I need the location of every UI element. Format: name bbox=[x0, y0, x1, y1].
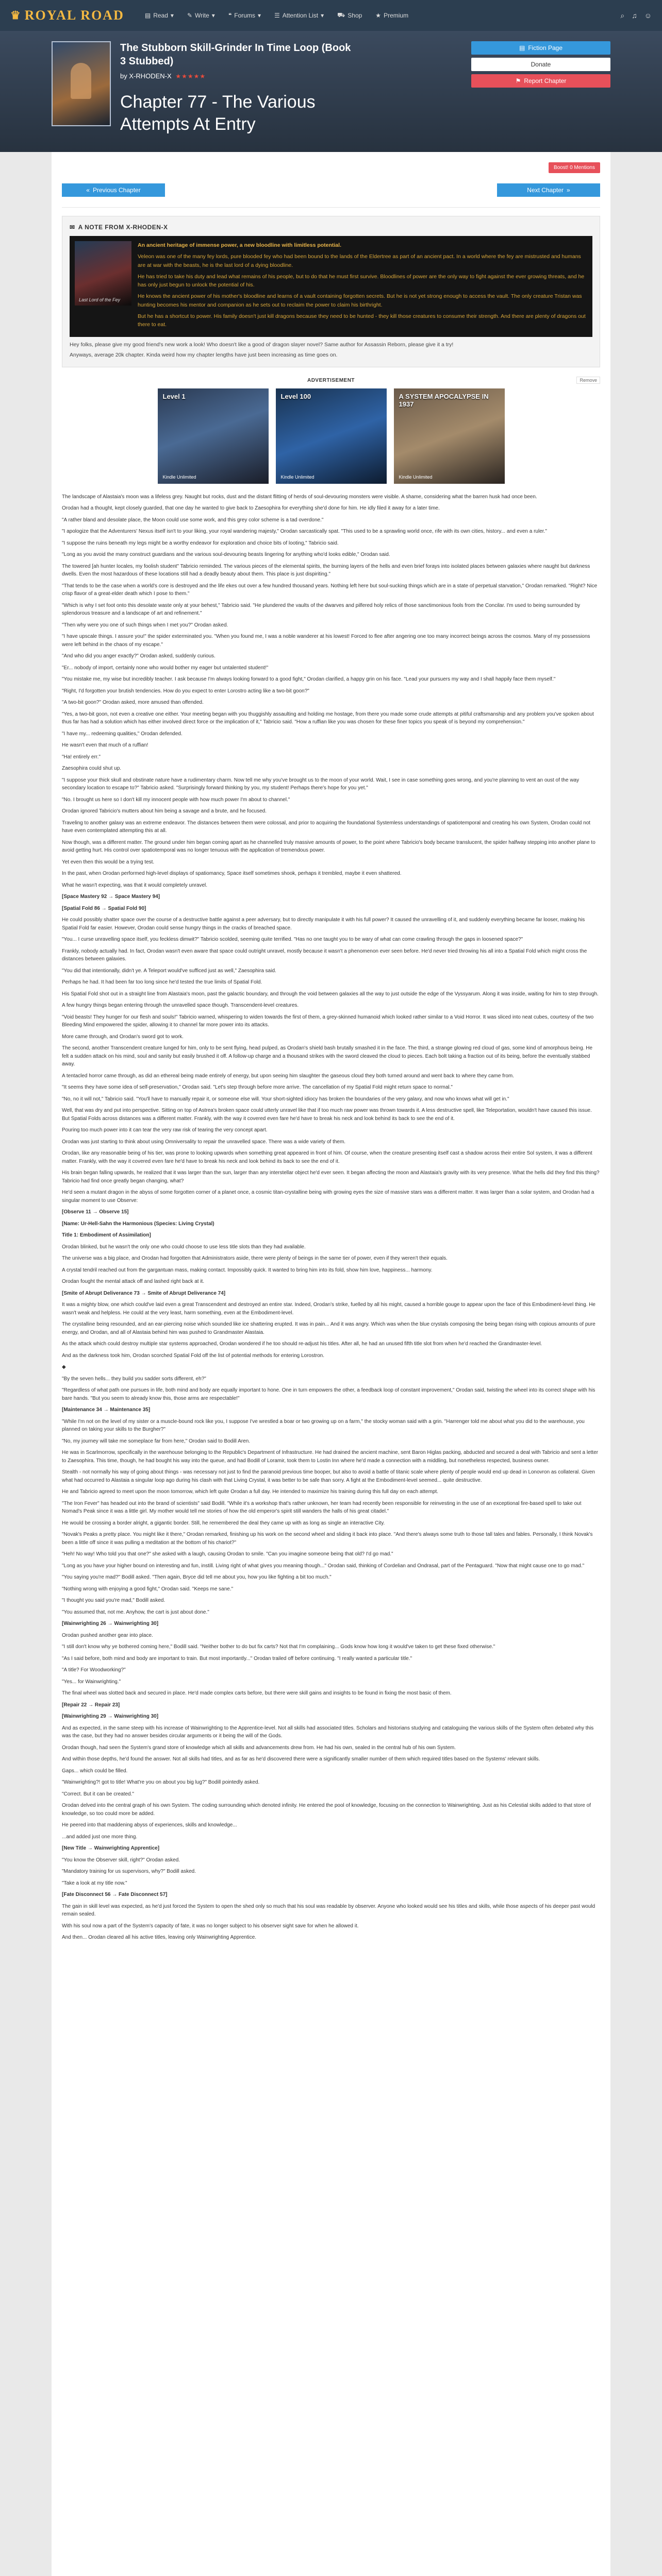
system-notification: [Observe 11 → Observe 15] bbox=[62, 1209, 129, 1215]
chapter-paragraph: "I have upscale things. I assure you!" the spider exterminated you. "When you found me, I was a noble wanderer at his lowest! Forced to flee after angering one too many incorrect beings across the cosmos. Many of my possessions were left behind in the chaos of my escape." bbox=[62, 634, 590, 648]
chapter-paragraph: "You assumed that, not me. Anyhow, the cart is just about done." bbox=[62, 1609, 209, 1615]
chapter-paragraph: Traveling to another galaxy was an extreme endeavor. The distances between them were colossal, and prior to acquiring the foundational Systemless understandings of spatiotemporal and creating his own System, Orodan could not have even contemplated attempting this at all. bbox=[62, 820, 591, 834]
chapter-paragraph: Perhaps he had. It had been far too long since he'd tested the true limits of Spatial Fold. bbox=[62, 979, 262, 986]
book-icon: ▤ bbox=[519, 44, 525, 52]
chapter-paragraph: "Novak's Peaks a pretty place. You might like it there," Orodan remarked, finishing up his work on the second wheel and sliding it back into place. "And there's always some truth to those tall tales and fables. Personally, I think Novak's been a little off since it was pulling a meditation at the bottom of his chariot?" bbox=[62, 1532, 593, 1546]
chapter-paragraph: "Correct. But it can be created." bbox=[62, 1791, 134, 1797]
author-note bbox=[62, 216, 600, 367]
chapter-paragraph: "Long as you avoid the many construct guardians and the various soul-devouring beasts lingering for anything who'd looks edible," Orodan said. bbox=[62, 552, 390, 558]
ad-caption: Kindle Unlimited bbox=[399, 474, 433, 480]
system-notification: [Repair 22 → Repair 23] bbox=[62, 1702, 120, 1708]
donate-button[interactable] bbox=[471, 58, 610, 71]
chapter-paragraph: "Yes... for Wainwrighting." bbox=[62, 1679, 121, 1685]
system-notification: [Maintenance 34 → Maintenance 35] bbox=[62, 1407, 151, 1413]
chapter-paragraph: Frankly, nobody actually had. In fact, Orodan wasn't even aware that space could outright unravel, mostly because it wasn't a phenomenon ever seen before. He'd never tried throwing his all into a Spatial Fold which might cross the distances between galaxies. bbox=[62, 948, 587, 962]
system-notification: [Wainwrighting 26 → Wainwrighting 30] bbox=[62, 1621, 159, 1627]
chapter-paragraph: "And who did you anger exactly?" Orodan asked, suddenly curious. bbox=[62, 653, 216, 659]
nav-item-label: Premium bbox=[384, 12, 409, 19]
promo-paragraph: But he has a shortcut to power. His family doesn't just kill dragons because they need to be hunted - they kill those creatures to consume their strength. And there are plenty of dragons out there to eat. bbox=[138, 313, 586, 328]
chapter-paragraph: It was a mighty blow, one which could've laid even a great Transcendent and destroyed an entire star. Indeed, Orodan's strike, fuelled by all his might, caused a horrible gouge to appear upon the face of this Embodiment-level thing. He wasn't weak and helpless. He could at the very least, harm something, even at the Embodiment-level. bbox=[62, 1302, 595, 1316]
search-icon[interactable]: ⌕ bbox=[620, 11, 625, 20]
chapter-paragraph: What he wasn't expecting, was that it would completely unravel. bbox=[62, 882, 208, 888]
promo-cover-caption: Last Lord of the Fey bbox=[79, 297, 121, 302]
nav-item-forums[interactable] bbox=[223, 8, 266, 23]
chapter-paragraph: ...and added just one more thing. bbox=[62, 1834, 138, 1840]
fiction-info bbox=[120, 41, 462, 135]
advertisement bbox=[62, 378, 600, 484]
chapter-paragraph: Yet even then this would be a trying test. bbox=[62, 859, 155, 865]
chapter-paragraph: "Er... nobody of import, certainly none who would bother my eager but untalented student!" bbox=[62, 665, 269, 671]
book-icon: ▤ bbox=[144, 12, 151, 19]
chapter-paragraph: In the past, when Orodan performed high-level displays of spatiomancy, Space itself sometimes shook, perhaps it trembled, maybe it even shattered. bbox=[62, 871, 402, 877]
chapter-nav-top bbox=[62, 183, 600, 197]
chapter-paragraph: "You did that intentionally, didn't ye. A Teleport would've sufficed just as well," Zaesophira said. bbox=[62, 968, 276, 974]
system-notification: [Space Mastery 92 → Space Mastery 94] bbox=[62, 894, 160, 900]
site-logo-text: ROYAL ROAD bbox=[24, 8, 124, 23]
author-note-footer-line: Hey folks, please give my good friend's new work a look! Who doesn't like a good ol' dragon slayer novel? Same author for Assassin Reborn, please give it a try! bbox=[70, 342, 454, 348]
promo-book-cover[interactable] bbox=[75, 241, 131, 306]
chevron-down-icon: ▾ bbox=[211, 12, 215, 19]
bell-icon[interactable]: ♫ bbox=[632, 11, 637, 20]
chapter-paragraph: "I suppose the ruins beneath my legs might be a worthy endeavor for exploration and choice bits of looting," Tabricio said. bbox=[62, 540, 339, 546]
chapter-paragraph: Zaesophira could shut up. bbox=[62, 766, 122, 772]
chapter-paragraph: "You... I curse unravelling space itself, you feckless dimwit?" Tabricio scolded, seeming quite terrified. "Has no one taught you to be wary of what can come crawling through the gaps in loosened space?" bbox=[62, 937, 523, 943]
chapter-paragraph: "The Iron Fever" has headed out into the brand of scientists" said Bodill. "While it's a workshop that's rather unknown, her team had recently been responsible for reinvesting in the use of an exceptional fire-based spell to take out Nomad's Peak since it was a little girl. My mother would tell me stories of how the old emperor's spirit still wanders the halls of his great citadel." bbox=[62, 1500, 582, 1515]
chapter-paragraph: The landscape of Alastaia's moon was a lifeless grey. Naught but rocks, dust and the distant flitting of herds of soul-devouring monsters were visible. A shame, considering what the barren husk had once been. bbox=[62, 494, 537, 500]
chapter-paragraph: A crystal tendril reached out from the gargantuan mass, making contact. Impossibly quick. It wanted to bring him into its fold, show him love, happiness... harmony. bbox=[62, 1267, 433, 1273]
chapter-paragraph: Orodan ignored Tabricio's mutters about him being a savage and a brute, and he focused. bbox=[62, 808, 267, 815]
next-chapter-button[interactable] bbox=[497, 183, 600, 197]
button-label: Donate bbox=[531, 61, 551, 68]
chapter-paragraph: Well, that was dry and put into perspective. Sitting on top of Astrea's broken space could utterly unravel like that if too much raw power was thrown towards it. A less destructive spell, like Teleportation, wouldn't have caused this issue. But Spatial Folds across distances was a different matter. Frankly, with the way it covered even fare he'd have to break his neck and look behind its back to see the end of it. bbox=[62, 1108, 592, 1122]
chapter-paragraph: "Wainwrighting?! got to title! What're you on about you big lug?" Bodill pointedly asked. bbox=[62, 1780, 260, 1786]
chevron-down-icon: ▾ bbox=[321, 12, 324, 19]
chevron-left-icon: « bbox=[86, 187, 90, 194]
list-icon: ☰ bbox=[274, 12, 280, 19]
chapter-paragraph: Orodan blinked, but he wasn't the only one who could choose to use less title slots than they had available. bbox=[62, 1244, 306, 1250]
chapter-paragraph: "Void beasts! They hunger for our flesh and souls!" Tabricio warned, whispering to widen towards the first of them, a grey-skinned humanoid which looked rather similar to a Void Horror. It was sliced into neat cubes, courtesy of the two Bleeding Mind empowered the spider, allowing it to channel far more power into its attacks. bbox=[62, 1014, 594, 1028]
chapter-paragraph: The universe was a big place, and Orodan had forgotten that Administrators aside, there were plenty of beings in the same tier of power, even if they weren't their equals. bbox=[62, 1256, 448, 1262]
chapter-paragraph: "A rather bland and desolate place, the Moon could use some work, and this grey color scheme is a tad overdone." bbox=[62, 517, 324, 523]
chapter-paragraph: The gain in skill level was expected, as he'd just forced the System to open the shed only so much that his soul was readable by observer. Anyone who looked would see his titles and skills, while those aspects of his deeper past would remain sealed. bbox=[62, 1903, 595, 1918]
promo-text bbox=[138, 241, 587, 332]
ad-banner[interactable] bbox=[276, 388, 387, 484]
chapter-paragraph: "A title? For Woodworking?" bbox=[62, 1667, 126, 1673]
chapter-paragraph: "Nothing wrong with enjoying a good fight," Orodan said. "Keeps me sane." bbox=[62, 1586, 234, 1592]
crown-icon: ♛ bbox=[10, 9, 22, 22]
chapter-paragraph: Orodan delved into the central graph of his own System. The coding surrounding which denoted infinity. He entered the pool of knowledge, focusing on the connection to Wainwrighting. Just as his Celestial skills added to that store of knowledge, so too could more be added. bbox=[62, 1803, 591, 1817]
system-notification: [Name: Ur-Hell-Sahn the Harmonious (Species: Living Crystal) bbox=[62, 1221, 214, 1227]
chapter-paragraph: "I still don't know why ye bothered coming here," Bodill said. "Neither bother to do but fix carts? Not that I'm complaining... Gods know how long it would've taken to get these fixed otherwise." bbox=[62, 1644, 495, 1650]
cart-icon: ⛟ bbox=[337, 11, 345, 19]
system-notification: [Wainwrighting 29 → Wainwrighting 30] bbox=[62, 1714, 159, 1720]
chapter-paragraph: A few hungry things began entering through the unravelled space though. Transcendent-level creatures. bbox=[62, 1003, 299, 1009]
promo-lead: An ancient heritage of immense power, a new bloodline with limitless potential. bbox=[138, 242, 341, 248]
chapter-content bbox=[62, 493, 600, 1942]
chapter-paragraph: "Ha! entirely err." bbox=[62, 754, 101, 760]
chapter-paragraph: "Heh! No way! Who told you that one?" she asked with a laugh, causing Orodan to smile. "Can you imagine someone being that old? I'd go mad." bbox=[62, 1551, 393, 1557]
chapter-paragraph: Orodan fought the mental attack off and lashed right back at it. bbox=[62, 1279, 205, 1285]
remove-ad-button[interactable]: Remove bbox=[576, 377, 600, 384]
nav-item-write[interactable] bbox=[182, 8, 220, 23]
author-note-footer bbox=[70, 341, 592, 360]
chapter-paragraph: His Spatial Fold shot out in a straight line from Alastaia's moon, past the galactic boundary, and through the void between galaxies all the way to just outside the edge of the Vyssyarum. Along it was inside, waiting for him to step through. bbox=[62, 991, 599, 997]
nav-item-label: Shop bbox=[347, 12, 362, 19]
ad-title: A SYSTEM APOCALYPSE IN 1937 bbox=[399, 392, 489, 408]
report-chapter-button[interactable] bbox=[471, 74, 610, 88]
button-label: Fiction Page bbox=[528, 44, 563, 52]
divider bbox=[62, 207, 600, 208]
system-notification: [New Title → Wainwrighting Apprentice] bbox=[62, 1845, 160, 1852]
chapter-paragraph: "By the seven hells... they build you sadder sorts different, eh?" bbox=[62, 1376, 206, 1382]
ad-images bbox=[62, 388, 600, 484]
chapter-paragraph: "Yes, a two-bit goon, not even a creative one either. Your meeting began with you thuggishly assaulting and holding me hostage, from there you made some crude attempts at pitiful craftsmanship and any problem you've spoken about thus far has had a solution which has either involved direct force or the implication of it," Tabricio said. "How a ruffian like you was chosen for these finer topics you speak of is beyond my comprehension." bbox=[62, 711, 594, 725]
chapter-paragraph: "Long as you have your higher bound on interesting and fun, instill. Living right of what gives you meaning though..." Orodan said, thinking of Cordelian and Ondrasal, part of the Pentaguard. "Now that might cause one to go mad." bbox=[62, 1563, 585, 1569]
chapter-paragraph: "You know the Observer skill, right?" Orodan asked. bbox=[62, 1857, 180, 1863]
chapter-paragraph: He wasn't even that much of a ruffian! bbox=[62, 742, 148, 749]
site-logo[interactable] bbox=[10, 8, 124, 23]
system-notification: [Smite of Abrupt Deliverance 73 → Smite of Abrupt Deliverance 74] bbox=[62, 1290, 226, 1296]
header-buttons bbox=[471, 41, 610, 135]
chapter-paragraph: Stealth - not normally his way of going about things - was necessary not just to find the paranoid previous time booper, but also to avoid a battle of titanic scale where plenty of people would end up dead in Lonovron as collateral. Given what had occurred to Alastaia a singular loop ago during his clash with that Living Crystal, it was better to be safe than sorry. A fight at the Embodiment-level seemed... quite destructive. bbox=[62, 1469, 595, 1483]
button-label: Next Chapter bbox=[527, 187, 564, 194]
chapter-paragraph: "As I said before, both mind and body are important to train. But most importantly..." Orodan trailed off before continuing. "I really wanted a particular title." bbox=[62, 1655, 412, 1662]
chapter-paragraph: The final wheel was slotted back and secured in place. He'd made complex carts before, but there were skill gains and insights to be found in fixing the most basic of them. bbox=[62, 1690, 452, 1697]
advertisement-label: ADVERTISEMENT bbox=[307, 377, 355, 383]
chapter-paragraph: "I thought you said you're mad," Bodill asked. bbox=[62, 1598, 166, 1604]
star-icon: ★ bbox=[375, 12, 382, 19]
chapter-paragraph: "That tends to be the case when a world's core is destroyed and the life ekes out over a few hundred thousand years. Nothing left here but soul-sucking things which are in a state of perpetual starvation," Orodan remarked. "Right? Nice crisp flavor of a great-elder death which I pose to them." bbox=[62, 583, 598, 597]
chapter-paragraph: More came through, and Orodan's sword got to work. bbox=[62, 1033, 184, 1040]
boost-button[interactable]: Boost! 0 Mentions bbox=[549, 162, 600, 173]
comments-icon: ❝ bbox=[228, 12, 232, 19]
chapter-title: Chapter 77 - The Various Attempts At Entry bbox=[120, 92, 316, 134]
chapter-paragraph: Now though, was a different matter. The ground under him began coming apart as he channelled truly massive amounts of power, to the point where Tabricio's body became translucent, the spider halfway stepping into another plane to avoid getting hurt. His control over spatiotemporal was no longer tenuous with the application of tremendous power. bbox=[62, 839, 595, 854]
system-notification: [Spatial Fold 86 → Spatial Fold 90] bbox=[62, 905, 146, 911]
author-link[interactable]: X-RHODEN-X bbox=[129, 72, 172, 80]
author-prefix: by bbox=[120, 72, 127, 80]
chapter-paragraph: "I apologize that the Adventurers' Nexus itself isn't to your liking, your royal wandering majesty," Orodan sarcastically spat. "This used to be a sprawling world once, rife with its own cities, history... and even a ruler." bbox=[62, 529, 547, 535]
flag-icon: ⚑ bbox=[515, 77, 521, 84]
chapter-paragraph: "You mistake me, my wise but incredibly teacher. I ask because I'm always looking forward to a good fight," Orodan clarified, a happy grin on his face. "Lead your pursuers my way and I shall happily face them myself." bbox=[62, 676, 556, 683]
promo-paragraph: He knows the ancient power of his mother's bloodline and learns of a vault containing forgotten secrets. But he is not yet strong enough to access the vault. The only creature Tristan was hunting becomes his mentor and companion as he sets out to reclaim the power to claim his birthright. bbox=[138, 293, 582, 308]
fiction-cover[interactable] bbox=[52, 41, 111, 126]
promo-paragraph: He has tried to take his duty and lead what remains of his people, but to do that he must first survive. Bloodlines of power are the only way to fight against the ever growing threats, and he has only just begun to unlock the potential of his. bbox=[138, 273, 585, 289]
chapter-paragraph: The second, another Transcendent creature lunged for him, only to be sent flying, head pulped, as Orodan's shield bash brutally smashed it in the face. The third, a strange glowing red cloud of gas, some kind of amorphous being. He felt a sudden attack on his mind, soul and sanity but easily brushed it off. A follow-up charge and a thousand strikes with the sword cleaved the cloud to pieces. Each bolt taking a fraction out of its being, before the eventually stabbed away. bbox=[62, 1045, 593, 1067]
chapter-paragraph: Pouring too much power into it can tear the very raw risk of tearing the very concept apart. bbox=[62, 1127, 268, 1133]
chapter-paragraph: "Regardless of what path one pursues in life, both mind and body are equally important to hone. One in turn empowers the other, a feedback loop of constant improvement," Orodan said, twisting the wheel into its correct shape with his bare hands. "But you seem to already know this, those arms are respectable!" bbox=[62, 1387, 595, 1401]
nav-menu bbox=[140, 8, 413, 23]
fiction-author-line bbox=[120, 72, 462, 80]
author-rating-stars: ★★★★★ bbox=[175, 73, 206, 80]
chapter-paragraph: Orodan had a thought, kept closely guarded, that one day he wanted to give back to Zaesophira for everything she'd done for him. He idly filed it away for a later time. bbox=[62, 505, 440, 512]
system-notification: [Fate Disconnect 56 → Fate Disconnect 57] bbox=[62, 1892, 168, 1898]
chapter-paragraph: "Take a look at my title now." bbox=[62, 1880, 127, 1886]
system-notification: Title 1: Embodiment of Assimilation] bbox=[62, 1232, 151, 1239]
chapter-paragraph: "It seems they have some idea of self-preservation," Orodan said. "Let's step through before more arrive. The cancellation of my Spatial Fold might return space to normal." bbox=[62, 1084, 453, 1091]
nav-item-label: Read bbox=[153, 12, 168, 19]
nav-item-read[interactable] bbox=[140, 8, 179, 23]
chapter-paragraph: ◆ bbox=[62, 1364, 66, 1370]
ad-title: Level 1 bbox=[162, 392, 186, 400]
chevron-down-icon: ▾ bbox=[257, 12, 261, 19]
nav-item-label: Forums bbox=[234, 12, 255, 19]
promo-paragraph: Veleon was one of the many fey lords, pure blooded fey who had been bound to the lands of the Eldertree as part of an ancient pact. In a world where the fey are mistrusted and humans are at war with the beasts, he is the last lord of a dying bloodline. bbox=[138, 253, 581, 268]
chapter-paragraph: "No, no it will not," Tabricio said. "You'll have to manually repair it, or someone else will. Your short-sighted idiocy has broken the boundaries of the very galaxy, and now who knows what will get in." bbox=[62, 1096, 509, 1102]
chapter-paragraph: Gaps... which could be filled. bbox=[62, 1768, 128, 1774]
chapter-paragraph: The crystalline being resounded, and an ear-piercing noise which sounded like ice shattering erupted. It was in pain... And it was angry. Which was when the blue crystals composing the being began rising with copious amounts of pure energy, and Orodan, and all of Alastaia behind him was pushed to Grandmaster Alastaia. bbox=[62, 1321, 595, 1335]
ad-banner[interactable] bbox=[158, 388, 269, 484]
chapter-paragraph: Orodan, like any reasonable being of his tier, was prone to looking upwards when something great appeared in front of him. Of course, when the creature presenting itself cast a shadow across their entire Sol system, it was a different matter. Frankly, with the way it covered even fare he'd have to break his neck and look behind its back to see the end of it. bbox=[62, 1150, 592, 1164]
chapter-paragraph: Orodan though, had seen the System's grand store of knowledge which all skills and advancements drew from. He had his own, sealed in the central hub of his own System. bbox=[62, 1744, 456, 1751]
nav-right-icons bbox=[620, 11, 652, 20]
chapter-paragraph: And within those depths, he'd found the answer. Not all skills had titles, and as far as he'd discovered there were a significantly smaller number of them which required titles based on the Systems' relevant skills. bbox=[62, 1756, 540, 1762]
chevron-down-icon: ▾ bbox=[170, 12, 174, 19]
ad-caption: Kindle Unlimited bbox=[162, 474, 196, 480]
chapter-paragraph: "While I'm not on the level of my sister or a muscle-bound rock like you, I suppose I've wrestled a boar or two growing up on a farm," the stocky woman said with a grin. "Harrenger told me about what you did to the warehouse, you planned on taking your skills to the Burgher?" bbox=[62, 1418, 585, 1433]
chapter-paragraph: He was in Scarlmorrow, specifically in the warehouse belonging to the Republic's Department of Infrastructure. He had drained the ancient machine, sent Baron Higlas packing, abducted and secured a deal with Tabricio and sent a letter to Zaesophira. This time, though, he had bought his way into the queue, and had Bodill of Loramir, took them to Lostin Inn where he'd made a connection with a middling, but nonetheless respected, business owner. bbox=[62, 1450, 599, 1464]
chapter-paragraph: "I have my... redeeming qualities," Orodan defended. bbox=[62, 731, 183, 737]
previous-chapter-button[interactable] bbox=[62, 183, 165, 197]
chapter-paragraph: "Which is why I set foot onto this desolate waste only at your behest," Tabricio said. "He plundered the vaults of the dwarves and pilfered holy relics of those sanctimonious fools from the Concilar. I'm used to being surrounded by splendorous treasure and a landscape of art and refinement." bbox=[62, 602, 581, 617]
chapter-paragraph: He peered into that maddening abyss of experiences, skills and knowledge... bbox=[62, 1822, 237, 1828]
chapter-paragraph: "Then why were you one of such things when I met you?" Orodan asked. bbox=[62, 622, 228, 628]
chapter-paragraph: He'd seen a mutant dragon in the abyss of some forgotten corner of a planet once, a cosmic titan-crystalline being with growing eyes the size of massive stars was a different matter. It was larger than a solar system, and Orodan had a singular moment to use Observe: bbox=[62, 1190, 594, 1204]
author-note-heading-text: A NOTE FROM X-RHODEN-X bbox=[78, 224, 168, 231]
chapter-paragraph: And as the darkness took him, Orodan scorched Spatial Fold off the list of potential methods for entering Lorostron. bbox=[62, 1352, 324, 1359]
chapter-page bbox=[52, 152, 610, 2576]
chapter-paragraph: "No, my journey will take me someplace far from here," Orodan said to Bodill Aren. bbox=[62, 1438, 251, 1444]
button-label: Report Chapter bbox=[524, 77, 567, 84]
fiction-title[interactable]: The Stubborn Skill-Grinder In Time Loop (Book 3 Stubbed) bbox=[120, 42, 351, 67]
top-navbar bbox=[0, 0, 662, 31]
nav-item-shop[interactable] bbox=[332, 8, 367, 23]
chapter-paragraph: "Mandatory training for us supervisors, why?" Bodill asked. bbox=[62, 1869, 196, 1875]
author-note-footer-line: Anyways, average 20k chapter. Kinda weird how my chapter lengths have just been increasing as time goes on. bbox=[70, 352, 338, 359]
chapter-paragraph: And then... Orodan cleared all his active titles, leaving only Wainwrighting Apprentice. bbox=[62, 1935, 257, 1941]
ad-caption: Kindle Unlimited bbox=[280, 474, 315, 480]
nav-item-attention-list[interactable] bbox=[269, 8, 329, 23]
chapter-paragraph: The towered [ah hunter locales, my foolish student" Tabricio reminded. The various pieces of the elemental spirits, the burning layers of the hells and even brief forays into isolated places between galaxies where naught but darkness dwells. Even the most hazardous of these locations still had a deadly beauty about them. This place is just dispiriting." bbox=[62, 563, 590, 578]
ad-banner[interactable] bbox=[394, 388, 505, 484]
chapter-paragraph: "No. I brought us here so I don't kill my innocent people with how much power I'm about to channel." bbox=[62, 796, 290, 803]
nav-item-label: Attention List bbox=[282, 12, 319, 19]
chapter-paragraph: As the attack which could destroy multiple star systems approached, Orodan wondered if he too should re-adjust his titles. After all, he had an unused fifth title slot from when he'd reached the Grandmaster-level. bbox=[62, 1341, 542, 1347]
chapter-paragraph: He could possibly shatter space over the course of a destructive battle against a peer adversary, but to directly manipulate it with his full power? It caused the unravelling of it, and suddenly everything became far looser, making his Spatial Fold far easier. However, Orodan could sense hungry things in the cracks of breached space. bbox=[62, 917, 585, 931]
chapter-paragraph: And as expected, in the same steep with his increase of Wainwrighting to the Apprentice-level. Not all skills had associated titles. Scholars and historians studying and cataloguing the various skills of the System often debated why this was the case, but they had no answer besides circular arguments or it being the will of the Gods. bbox=[62, 1725, 594, 1739]
fiction-page-button[interactable] bbox=[471, 41, 610, 55]
fiction-header bbox=[0, 31, 662, 152]
user-icon[interactable]: ☺ bbox=[644, 11, 652, 20]
chapter-paragraph: "I suppose your thick skull and obstinate nature have a rudimentary charm. Now tell me why you've brought us to the moon of your world. Wait, I see in case something goes wrong, and you're planning to vent an oust of the way secondary location to escape to?" Tabricio asked. "Surprisingly forward thinking by you, my student! Perhaps there's hope for you yet." bbox=[62, 777, 580, 791]
nav-item-label: Write bbox=[195, 12, 209, 19]
chapter-paragraph: "Right, I'd forgotten your brutish tendencies. How do you expect to enter Lorostro acting like a two-bit goon?" bbox=[62, 688, 309, 694]
ad-title: Level 100 bbox=[280, 392, 311, 400]
chevron-right-icon: » bbox=[567, 187, 570, 194]
chapter-paragraph: He and Tabricio agreed to meet upon the moon tomorrow, which left quite Orodan a full day. He intended to maximize his training during this full day on each attempt. bbox=[62, 1489, 439, 1495]
chapter-paragraph: "You saying you're mad?" Bodill asked. "Then again, Bryce did tell me about you, how you like fighting a bit too much." bbox=[62, 1574, 332, 1581]
chapter-paragraph: With his soul now a part of the System's capacity of fate, it was no longer subject to his observer sight save for when he allowed it. bbox=[62, 1923, 359, 1929]
sticky-note-icon: ✉ bbox=[70, 224, 75, 231]
pencil-icon: ✎ bbox=[187, 12, 192, 19]
chapter-paragraph: Orodan pushed another gear into place. bbox=[62, 1632, 153, 1638]
chapter-paragraph: His brain began falling upwards, he realized that it was larger than the sun, larger than any interstellar object he'd ever seen. It began affecting the moon and Alastaia's gravity with its very presence. What the hells did they find this thing? Tabricio had find once greatly began changing, what? bbox=[62, 1170, 600, 1184]
nav-item-premium[interactable] bbox=[370, 8, 413, 23]
chapter-paragraph: A tentacled horror came through, as did an ethereal being made entirely of energy, but upon seeing him slaughter the gaseous cloud they both turned around and went back to where they came from. bbox=[62, 1073, 515, 1079]
author-note-promo bbox=[70, 236, 592, 337]
chapter-paragraph: Orodan was just starting to think about using Omniversality to repair the unravelled space. There was a wide variety of them. bbox=[62, 1139, 346, 1145]
chapter-paragraph: He would be crossing a border alright, a gigantic border. Still, he remembered the deal they came up with as long as single an interactive City. bbox=[62, 1520, 385, 1526]
button-label: Previous Chapter bbox=[92, 187, 141, 194]
author-note-heading bbox=[70, 224, 592, 231]
chapter-paragraph: "A two-bit goon?" Orodan asked, more amused than offended. bbox=[62, 700, 204, 706]
